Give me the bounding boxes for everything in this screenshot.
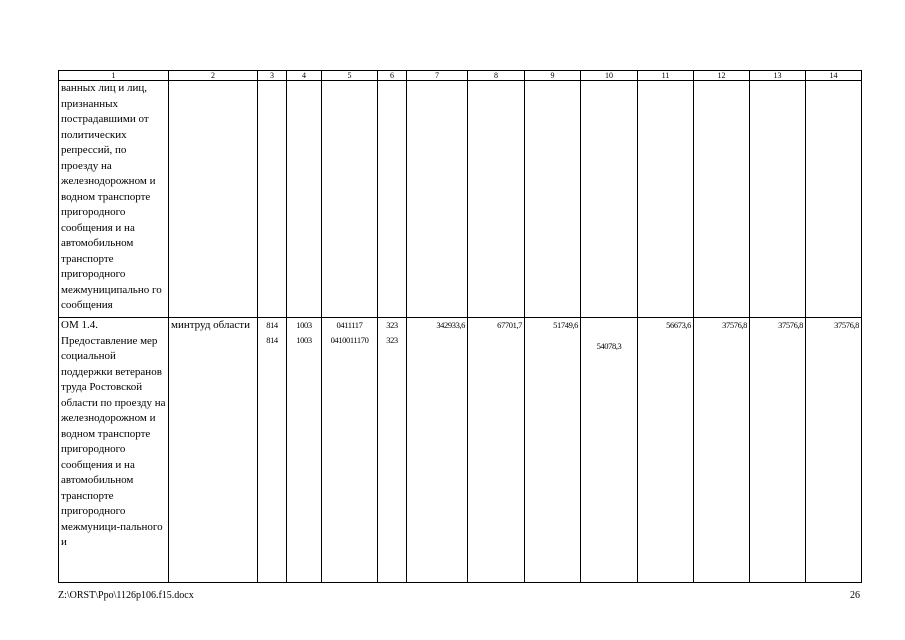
target-article-cell xyxy=(322,318,378,583)
section-code: 1003 xyxy=(296,335,312,345)
grbs-code: 814 xyxy=(266,335,278,345)
section-code-cell xyxy=(287,318,322,583)
col-header: 12 xyxy=(694,71,750,81)
col-header: 10 xyxy=(581,71,638,81)
col-header: 6 xyxy=(378,71,407,81)
year-value: 56673,6 xyxy=(638,318,694,583)
file-path: Z:\ORST\Ppo\1126p106.f15.docx xyxy=(58,590,194,601)
measure-description: ОМ 1.4. Предоставление мер социальной поддержки ветеранов труда Ростовской области по проезду на железнодорожном и водном транспорте пригородного сообщения и на автомобильном транспорте пригородного межмуници-пального и xyxy=(59,318,169,583)
responsible-executor: минтруд области xyxy=(169,318,258,583)
col-header: 8 xyxy=(468,71,525,81)
col-header: 13 xyxy=(750,71,806,81)
col-header: 7 xyxy=(407,71,468,81)
year-value-cell xyxy=(581,318,638,583)
col-header: 14 xyxy=(806,71,862,81)
expense-type: 323 xyxy=(386,320,398,330)
col-header: 4 xyxy=(287,71,322,81)
table-row xyxy=(59,318,862,583)
year-value: 51749,6 xyxy=(525,318,581,583)
table-row xyxy=(59,81,862,318)
col-header: 5 xyxy=(322,71,378,81)
year-value: 37576,8 xyxy=(694,318,750,583)
total-value: 342933,6 xyxy=(407,318,468,583)
year-value: 54078,3 xyxy=(596,341,622,351)
col-header: 2 xyxy=(169,71,258,81)
col-header: 3 xyxy=(258,71,287,81)
year-value: 37576,8 xyxy=(806,318,862,583)
year-value: 67701,7 xyxy=(468,318,525,583)
budget-table xyxy=(58,70,862,583)
grbs-code-cell xyxy=(258,318,287,583)
target-article: 0410011170 xyxy=(330,335,369,345)
expense-type: 323 xyxy=(386,335,398,345)
col-header: 11 xyxy=(638,71,694,81)
section-code: 1003 xyxy=(296,320,312,330)
grbs-code: 814 xyxy=(266,320,278,330)
column-numbers-row xyxy=(59,71,862,81)
col-header: 9 xyxy=(525,71,581,81)
target-article: 0411117 xyxy=(336,320,363,330)
page-number: 26 xyxy=(850,590,860,601)
row-description: ванных лиц и лиц, признанных пострадавшими от политических репрессий, по проезду на железнодорожном и водном транспорте пригородного сообщения и на автомобильном транспорте пригородного межмуниципально го сообщения xyxy=(59,81,169,318)
expense-type-cell xyxy=(378,318,407,583)
col-header: 1 xyxy=(59,71,169,81)
year-value: 37576,8 xyxy=(750,318,806,583)
